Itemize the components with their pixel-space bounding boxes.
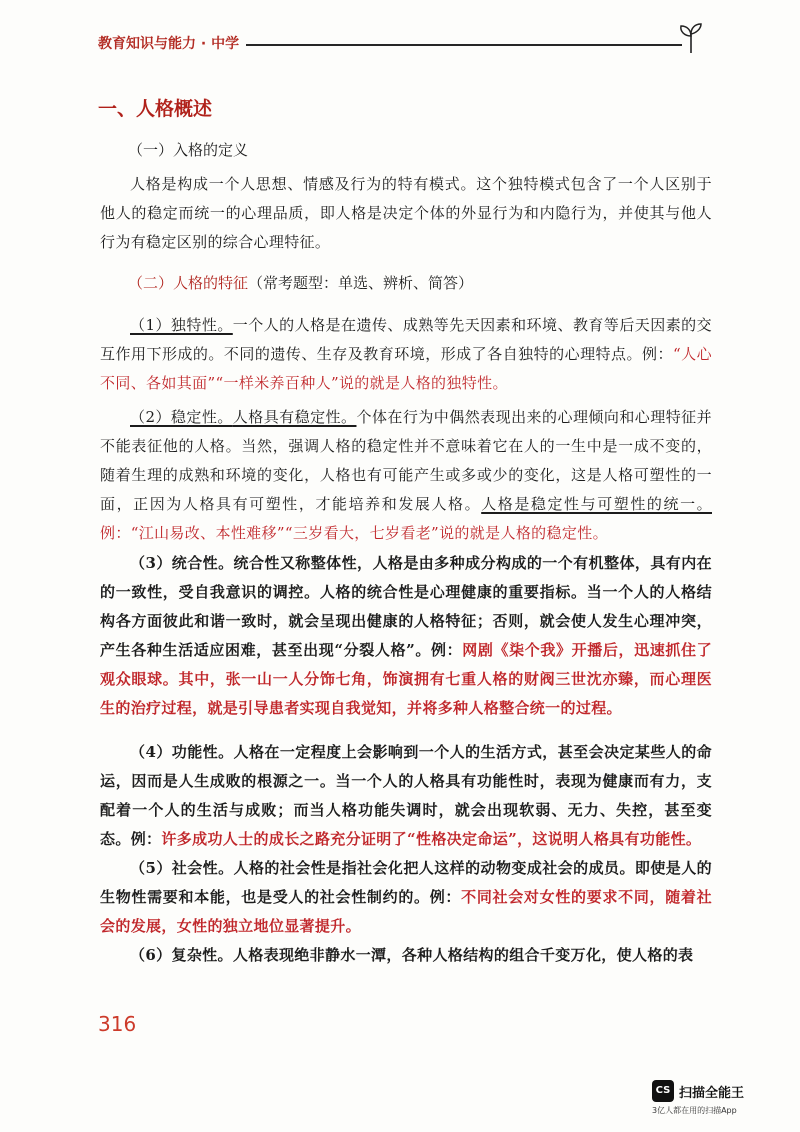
section-title: 一、人格概述 xyxy=(98,98,213,120)
scanner-name: 扫描全能王 xyxy=(679,1086,745,1101)
feature-stability xyxy=(100,403,712,548)
definition-heading: （一）入格的定义 xyxy=(128,141,249,159)
definition-text: 人格是构成一个人思想、情感及行为的特有模式。这个独特模式包含了一个人区别于他人的稳定而统一的心理品质，即人格是决定个体的外显行为和内隐行为，并使其与他人行为有稳定区别的综合心理特征。 xyxy=(100,175,712,251)
running-header xyxy=(98,20,704,60)
features-heading-main: （二）人格的特征 xyxy=(128,274,249,292)
feature-social xyxy=(100,854,712,941)
function-text: 人格在一定程度上会影响到一个人的生活方式，甚至会决定某些人的命运，因而是人生成败的根源之一。当一个人的人格具有功能性时，表现为健康而有力，支配着一个人的生活与成败；而当人格功能失调时，就会出现软弱、无力、失控，甚至变态。例： xyxy=(100,743,713,848)
complexity-text: 人格表现绝非静水一潭，各种人格结构的组合千变万化，使人格的表 xyxy=(232,946,694,964)
definition-paragraph xyxy=(100,170,712,257)
feature-uniqueness xyxy=(100,311,712,398)
sprout-icon xyxy=(678,20,704,54)
uniqueness-text: 一个人的人格是在遗传、成熟等先天因素和环境、教育等后天因素的交互作用下形成的。不同的遗传、生存及教育环境，形成了各自独特的心理特点。例： xyxy=(100,316,712,363)
stability-text: 个体在行为中偶然表现出来的心理倾向和心理特征并不能表征他的人格。当然，强调人格的稳定性并不意味着它在人的一生中是一成不变的，随着生理的成熟和环境的变化，人格也有可能产生或多或少的变化，这是人格可塑性的一面，正因为人格具有可塑性，才能培养和发展人格。 xyxy=(100,408,712,513)
features-heading-note: （常考题型：单选、辨析、简答） xyxy=(248,274,474,292)
social-text: 人格的社会性是指社会化把人这样的动物变成社会的成员。即使是人的生物性需要和本能，也是受人的社会性制约的。例： xyxy=(100,859,713,906)
uniqueness-label: （1）独特性。 xyxy=(130,316,233,334)
function-example: 许多成功人士的成长之路充分证明了“性格决定命运”，这说明人格具有功能性。 xyxy=(161,830,702,848)
integrity-text: 统合性又称整体性，人格是由多种成分构成的一个有机整体，具有内在的一致性，受自我意识的调控。人格的统合性是心理健康的重要指标。当一个人的人格结构各方面彼此和谐一致时，就会呈现出健康的人格特征；否则，就会使人发生心理冲突，产生各种生活适应困难，甚至出现“分裂人格”。例： xyxy=(100,554,713,659)
header-title: 教育知识与能力 · 中学 xyxy=(98,36,240,52)
scanner-logo-icon: CS xyxy=(652,1080,674,1102)
scanner-tagline: 3亿人都在用的扫描App xyxy=(652,1106,737,1115)
stability-label: （2）稳定性。 xyxy=(130,408,233,426)
stability-key: 人格具有稳定性。 xyxy=(232,408,357,426)
scanner-watermark xyxy=(652,1080,792,1120)
stability-key2: 人格是稳定性与可塑性的统一。 xyxy=(481,495,712,513)
social-label: （5）社会性。 xyxy=(130,859,234,877)
features-heading xyxy=(128,272,473,293)
header-rule xyxy=(246,44,682,46)
complexity-label: （6）复杂性。 xyxy=(130,946,233,964)
integrity-example: 网剧《柒个我》开播后，迅速抓住了观众眼球。其中，张一山一人分饰七角，饰演拥有七重人格的财阀三世沈亦臻，而心理医生的治疗过程，就是引导患者实现自我觉知，并将多种人格整合统一的过程。 xyxy=(100,641,712,717)
social-example: 不同社会对女性的要求不同，随着社会的发展，女性的独立地位显著提升。 xyxy=(100,888,712,935)
feature-integrity xyxy=(100,549,712,723)
feature-complexity xyxy=(100,941,712,970)
uniqueness-example: “人心不同、各如其面”“一样米养百种人”说的就是人格的独特性。 xyxy=(100,345,712,392)
stability-example: 例：“江山易改、本性难移”“三岁看大，七岁看老”说的就是人格的稳定性。 xyxy=(100,524,608,542)
integrity-label: （3）统合性。 xyxy=(130,554,234,572)
feature-function xyxy=(100,738,712,854)
function-label: （4）功能性。 xyxy=(130,743,234,761)
page-number: 316 xyxy=(98,1012,137,1036)
